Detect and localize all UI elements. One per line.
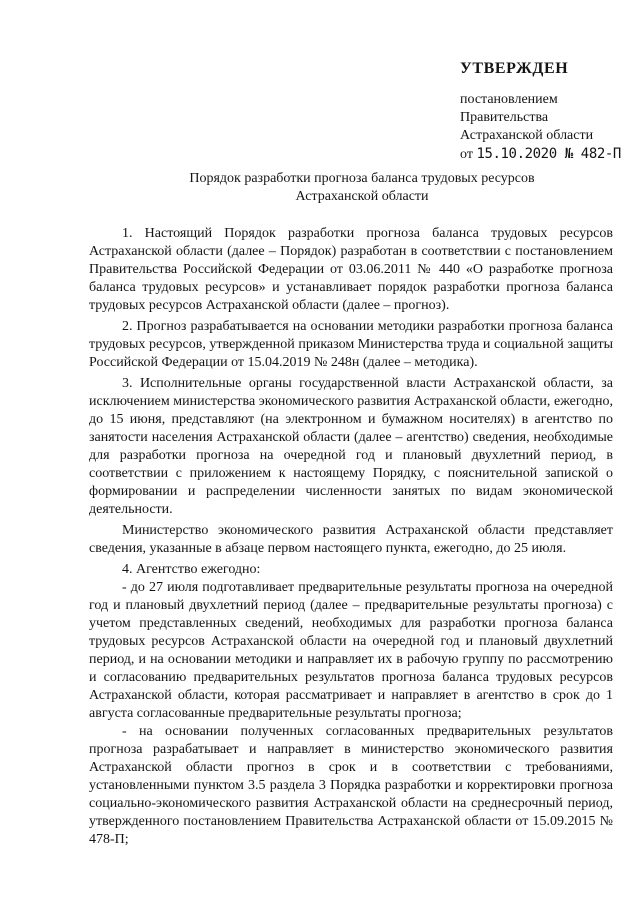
approval-line-government: Правительства xyxy=(460,110,549,125)
document-body xyxy=(89,225,613,849)
document-title-line1: Порядок разработки прогноза баланса трудовых ресурсов xyxy=(189,171,535,186)
document-title xyxy=(140,170,584,206)
document-title-line2: Астраханской области xyxy=(295,189,429,204)
approval-line-region: Астраханской области xyxy=(460,128,594,143)
paragraph-1: 1. Настоящий Порядок разработки прогноза баланса трудовых ресурсов Астраханской области (далее – Порядок) разработан в соответствии с постановлением Правительства Российской Федерации от 03.06.2011 № 440 «О разработке прогноза баланса трудовых ресурсов» и устанавливает порядок разработки прогноза баланса трудовых ресурсов Астраханской области (далее – прогноз). xyxy=(89,226,613,313)
paragraph-2: 2. Прогноз разрабатывается на основании методики разработки прогноза баланса трудовых ресурсов, утвержденной приказом Министерства труда и социальной защиты Российской Федерации от 15.04.2019 № 248н (далее – методика). xyxy=(89,319,613,370)
paragraph-4-item-2: - на основании полученных согласованных предварительных результатов прогноза разрабатывает и направляет в министерство экономического развития Астраханской области прогноз в срок и в соответствии с требованиями, установленными пунктом 3.5 раздела 3 Порядка разработки и корректировки прогноза социально-экономического развития Астраханской области на среднесрочный период, утвержденного постановлением Правительства Астраханской области от 15.09.2015 № 478-П; xyxy=(89,724,613,847)
approval-stamp xyxy=(460,60,635,164)
paragraph-3-part-2: Министерство экономического развития Астраханской области представляет сведения, указанные в абзаце первом настоящего пункта, ежегодно, до 25 июля. xyxy=(89,523,613,556)
approval-date-number: 15.10.2020 № 482-П xyxy=(476,146,621,162)
paragraph-4: 4. Агентство ежегодно: xyxy=(122,562,261,577)
paragraph-3: 3. Исполнительные органы государственной власти Астраханской области, за исключением министерства экономического развития Астраханской области, ежегодно, до 15 июня, представляют (на электронном и бумажном носителях) в агентство по занятости населения Астраханской области (далее – агентство) сведения, необходимые для разработки прогноза на очередной год и плановый двухлетний период, в соответствии с приложением к настоящему Порядку, с пояснительной запиской о формировании и распределении численности занятых по видам экономической деятельности. xyxy=(89,376,613,517)
approval-title: УТВЕРЖДЕН xyxy=(460,60,569,77)
paragraph-4-item-1: - до 27 июля подготавливает предварительные результаты прогноза на очередной год и плановый двухлетний период (далее – предварительные результаты прогноза) с учетом представленных сведений, необходимых для разработки прогноза баланса трудовых ресурсов Астраханской области на очередной год и плановый двухлетний период, и на основании методики и направляет их в рабочую группу по рассмотрению и согласованию предварительных результатов прогноза баланса трудовых ресурсов Астраханской области, которая рассматривает и направляет в агентство в срок до 1 августа согласованные предварительные результаты прогноза; xyxy=(89,580,613,721)
approval-date-prefix: от xyxy=(460,147,477,162)
approval-line-resolution: постановлением xyxy=(460,92,558,107)
approval-line-date xyxy=(460,145,635,164)
